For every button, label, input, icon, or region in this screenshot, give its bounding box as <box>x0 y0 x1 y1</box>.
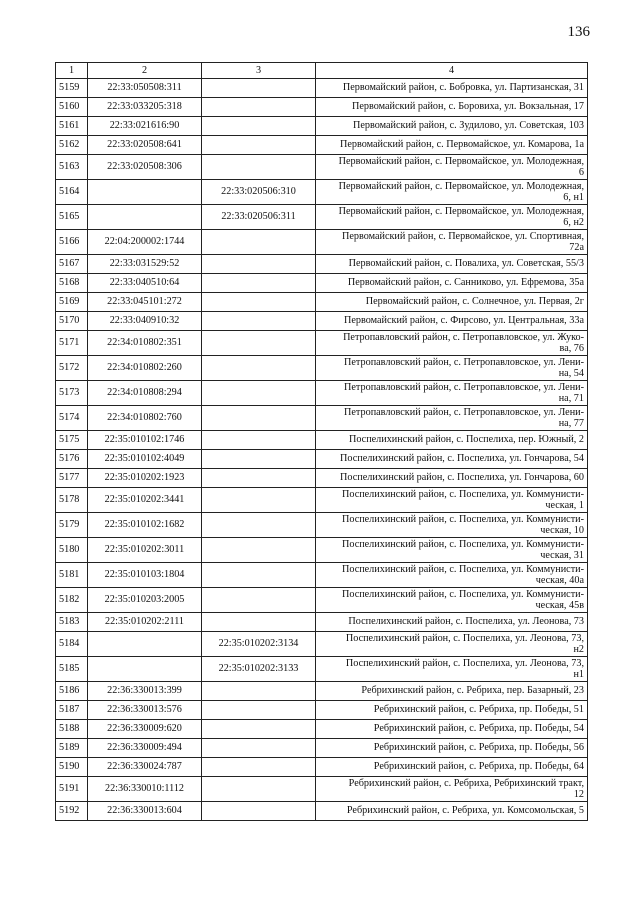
cadastral-number-premises <box>202 331 316 356</box>
address: Первомайский район, с. Первомайское, ул. Спортивная, 72а <box>316 230 588 255</box>
column-header-2: 2 <box>88 63 202 79</box>
row-number: 5176 <box>56 450 88 469</box>
cadastral-number <box>88 180 202 205</box>
address: Первомайский район, с. Бобровка, ул. Партизанская, 31 <box>316 79 588 98</box>
table-row <box>56 331 588 356</box>
row-number: 5177 <box>56 469 88 488</box>
address: Первомайский район, с. Первомайское, ул. Молодежная, 6, н2 <box>316 205 588 230</box>
address: Первомайский район, с. Санниково, ул. Ефремова, 35а <box>316 274 588 293</box>
cadastral-number-premises <box>202 356 316 381</box>
table-row <box>56 155 588 180</box>
table-row <box>56 739 588 758</box>
row-number: 5188 <box>56 720 88 739</box>
row-number: 5167 <box>56 255 88 274</box>
cadastral-number-premises <box>202 701 316 720</box>
table-row <box>56 588 588 613</box>
row-number: 5166 <box>56 230 88 255</box>
row-number: 5169 <box>56 293 88 312</box>
row-number: 5160 <box>56 98 88 117</box>
table-row <box>56 488 588 513</box>
cadastral-number-premises <box>202 155 316 180</box>
row-number: 5187 <box>56 701 88 720</box>
table-row <box>56 469 588 488</box>
cadastral-number-premises <box>202 450 316 469</box>
table-row <box>56 230 588 255</box>
address: Петропавловский район, с. Петропавловское, ул. Лени- на, 54 <box>316 356 588 381</box>
table-row <box>56 255 588 274</box>
address: Поспелихинский район, с. Поспелиха, ул. Гончарова, 54 <box>316 450 588 469</box>
cadastral-number: 22:36:330009:620 <box>88 720 202 739</box>
address: Первомайский район, с. Повалиха, ул. Советская, 55/3 <box>316 255 588 274</box>
row-number: 5163 <box>56 155 88 180</box>
cadastral-number-premises <box>202 802 316 821</box>
row-number: 5179 <box>56 513 88 538</box>
table-row <box>56 657 588 682</box>
cadastral-number <box>88 205 202 230</box>
cadastral-number: 22:33:040910:32 <box>88 312 202 331</box>
cadastral-number-premises: 22:35:010202:3134 <box>202 632 316 657</box>
row-number: 5175 <box>56 431 88 450</box>
cadastral-number: 22:36:330009:494 <box>88 739 202 758</box>
row-number: 5164 <box>56 180 88 205</box>
address: Поспелихинский район, с. Поспелиха, ул. Коммунисти- ческая, 45в <box>316 588 588 613</box>
cadastral-number-premises <box>202 513 316 538</box>
address: Петропавловский район, с. Петропавловское, ул. Лени- на, 77 <box>316 406 588 431</box>
row-number: 5162 <box>56 136 88 155</box>
cadastral-number-premises <box>202 117 316 136</box>
cadastral-number: 22:36:330013:604 <box>88 802 202 821</box>
cadastral-number: 22:35:010202:1923 <box>88 469 202 488</box>
row-number: 5191 <box>56 777 88 802</box>
cadastral-number-premises <box>202 431 316 450</box>
row-number: 5184 <box>56 632 88 657</box>
table-row <box>56 381 588 406</box>
address: Первомайский район, с. Фирсово, ул. Центральная, 33а <box>316 312 588 331</box>
table-row <box>56 682 588 701</box>
address: Первомайский район, с. Первомайское, ул. Молодежная, 6, н1 <box>316 180 588 205</box>
row-number: 5159 <box>56 79 88 98</box>
row-number: 5185 <box>56 657 88 682</box>
row-number: 5190 <box>56 758 88 777</box>
cadastral-number: 22:33:031529:52 <box>88 255 202 274</box>
cadastral-number-premises <box>202 293 316 312</box>
table-row <box>56 274 588 293</box>
row-number: 5180 <box>56 538 88 563</box>
address: Петропавловский район, с. Петропавловское, ул. Жуко- ва, 76 <box>316 331 588 356</box>
cadastral-number: 22:35:010202:3441 <box>88 488 202 513</box>
cadastral-number: 22:34:010802:351 <box>88 331 202 356</box>
cadastral-number-premises <box>202 406 316 431</box>
cadastral-number-premises <box>202 613 316 632</box>
cadastral-number-premises <box>202 777 316 802</box>
cadastral-number: 22:35:010202:2111 <box>88 613 202 632</box>
row-number: 5183 <box>56 613 88 632</box>
cadastral-number: 22:33:050508:311 <box>88 79 202 98</box>
cadastral-number-premises <box>202 488 316 513</box>
address: Первомайский район, с. Первомайское, ул. Молодежная, 6 <box>316 155 588 180</box>
cadastral-number: 22:36:330013:576 <box>88 701 202 720</box>
row-number: 5171 <box>56 331 88 356</box>
address: Поспелихинский район, с. Поспелиха, ул. Леонова, 73, н2 <box>316 632 588 657</box>
registry-table <box>55 62 588 821</box>
table-row <box>56 79 588 98</box>
cadastral-number: 22:35:010202:3011 <box>88 538 202 563</box>
address: Ребрихинский район, с. Ребриха, пр. Победы, 56 <box>316 739 588 758</box>
column-header-4: 4 <box>316 63 588 79</box>
address: Ребрихинский район, с. Ребриха, пер. Базарный, 23 <box>316 682 588 701</box>
cadastral-number: 22:33:020508:641 <box>88 136 202 155</box>
address: Ребрихинский район, с. Ребриха, пр. Победы, 51 <box>316 701 588 720</box>
table-row <box>56 720 588 739</box>
cadastral-number: 22:35:010103:1804 <box>88 563 202 588</box>
row-number: 5192 <box>56 802 88 821</box>
cadastral-number-premises <box>202 274 316 293</box>
cadastral-number: 22:34:010802:760 <box>88 406 202 431</box>
row-number: 5181 <box>56 563 88 588</box>
cadastral-number: 22:33:021616:90 <box>88 117 202 136</box>
cadastral-number-premises <box>202 312 316 331</box>
table-row <box>56 117 588 136</box>
table-row <box>56 293 588 312</box>
cadastral-number <box>88 632 202 657</box>
table-row <box>56 406 588 431</box>
cadastral-number-premises <box>202 230 316 255</box>
table-row <box>56 777 588 802</box>
row-number: 5182 <box>56 588 88 613</box>
address: Поспелихинский район, с. Поспелиха, ул. Леонова, 73, н1 <box>316 657 588 682</box>
cadastral-number-premises <box>202 255 316 274</box>
row-number: 5170 <box>56 312 88 331</box>
table-row <box>56 431 588 450</box>
table-row <box>56 632 588 657</box>
cadastral-number-premises <box>202 98 316 117</box>
cadastral-number-premises <box>202 739 316 758</box>
address: Петропавловский район, с. Петропавловское, ул. Лени- на, 71 <box>316 381 588 406</box>
cadastral-number: 22:33:020508:306 <box>88 155 202 180</box>
cadastral-number: 22:04:200002:1744 <box>88 230 202 255</box>
address: Ребрихинский район, с. Ребриха, ул. Комсомольская, 5 <box>316 802 588 821</box>
cadastral-number: 22:33:033205:318 <box>88 98 202 117</box>
row-number: 5178 <box>56 488 88 513</box>
cadastral-number-premises <box>202 538 316 563</box>
address: Первомайский район, с. Солнечное, ул. Первая, 2г <box>316 293 588 312</box>
cadastral-number-premises <box>202 469 316 488</box>
table-row <box>56 180 588 205</box>
cadastral-number-premises: 22:33:020506:310 <box>202 180 316 205</box>
row-number: 5165 <box>56 205 88 230</box>
table-row <box>56 98 588 117</box>
row-number: 5168 <box>56 274 88 293</box>
row-number: 5172 <box>56 356 88 381</box>
row-number: 5173 <box>56 381 88 406</box>
cadastral-number-premises: 22:35:010202:3133 <box>202 657 316 682</box>
cadastral-number: 22:36:330013:399 <box>88 682 202 701</box>
table-row <box>56 613 588 632</box>
address: Поспелихинский район, с. Поспелиха, ул. Коммунисти- ческая, 10 <box>316 513 588 538</box>
address: Ребрихинский район, с. Ребриха, пр. Победы, 64 <box>316 758 588 777</box>
page-number: 136 <box>567 24 590 40</box>
cadastral-number: 22:36:330010:1112 <box>88 777 202 802</box>
address: Ребрихинский район, с. Ребриха, пр. Победы, 54 <box>316 720 588 739</box>
address: Поспелихинский район, с. Поспелиха, пер. Южный, 2 <box>316 431 588 450</box>
row-number: 5186 <box>56 682 88 701</box>
cadastral-number: 22:34:010808:294 <box>88 381 202 406</box>
cadastral-number-premises <box>202 682 316 701</box>
table-row <box>56 450 588 469</box>
cadastral-number: 22:35:010102:1746 <box>88 431 202 450</box>
cadastral-number-premises: 22:33:020506:311 <box>202 205 316 230</box>
column-header-1: 1 <box>56 63 88 79</box>
address: Первомайский район, с. Боровиха, ул. Вокзальная, 17 <box>316 98 588 117</box>
cadastral-number-premises <box>202 758 316 777</box>
table-row <box>56 356 588 381</box>
address: Ребрихинский район, с. Ребриха, Ребрихинский тракт, 12 <box>316 777 588 802</box>
cadastral-number: 22:33:045101:272 <box>88 293 202 312</box>
cadastral-number: 22:35:010203:2005 <box>88 588 202 613</box>
cadastral-number: 22:34:010802:260 <box>88 356 202 381</box>
table-row <box>56 563 588 588</box>
address: Поспелихинский район, с. Поспелиха, ул. Леонова, 73 <box>316 613 588 632</box>
cadastral-number: 22:35:010102:4049 <box>88 450 202 469</box>
row-number: 5161 <box>56 117 88 136</box>
address: Поспелихинский район, с. Поспелиха, ул. Гончарова, 60 <box>316 469 588 488</box>
address: Поспелихинский район, с. Поспелиха, ул. Коммунисти- ческая, 1 <box>316 488 588 513</box>
table-row <box>56 538 588 563</box>
cadastral-number-premises <box>202 563 316 588</box>
cadastral-number-premises <box>202 720 316 739</box>
cadastral-number: 22:36:330024:787 <box>88 758 202 777</box>
address: Поспелихинский район, с. Поспелиха, ул. Коммунисти- ческая, 31 <box>316 538 588 563</box>
cadastral-number-premises <box>202 79 316 98</box>
cadastral-number-premises <box>202 588 316 613</box>
cadastral-number-premises <box>202 136 316 155</box>
cadastral-number <box>88 657 202 682</box>
address: Первомайский район, с. Первомайское, ул. Комарова, 1а <box>316 136 588 155</box>
table-row <box>56 205 588 230</box>
address: Первомайский район, с. Зудилово, ул. Советская, 103 <box>316 117 588 136</box>
table-row <box>56 758 588 777</box>
table-row <box>56 802 588 821</box>
cadastral-number: 22:33:040510:64 <box>88 274 202 293</box>
column-header-3: 3 <box>202 63 316 79</box>
row-number: 5174 <box>56 406 88 431</box>
row-number: 5189 <box>56 739 88 758</box>
address: Поспелихинский район, с. Поспелиха, ул. Коммунисти- ческая, 40а <box>316 563 588 588</box>
table-row <box>56 136 588 155</box>
table-row <box>56 513 588 538</box>
header-row <box>56 63 588 79</box>
cadastral-number-premises <box>202 381 316 406</box>
table-row <box>56 701 588 720</box>
table-row <box>56 312 588 331</box>
cadastral-number: 22:35:010102:1682 <box>88 513 202 538</box>
